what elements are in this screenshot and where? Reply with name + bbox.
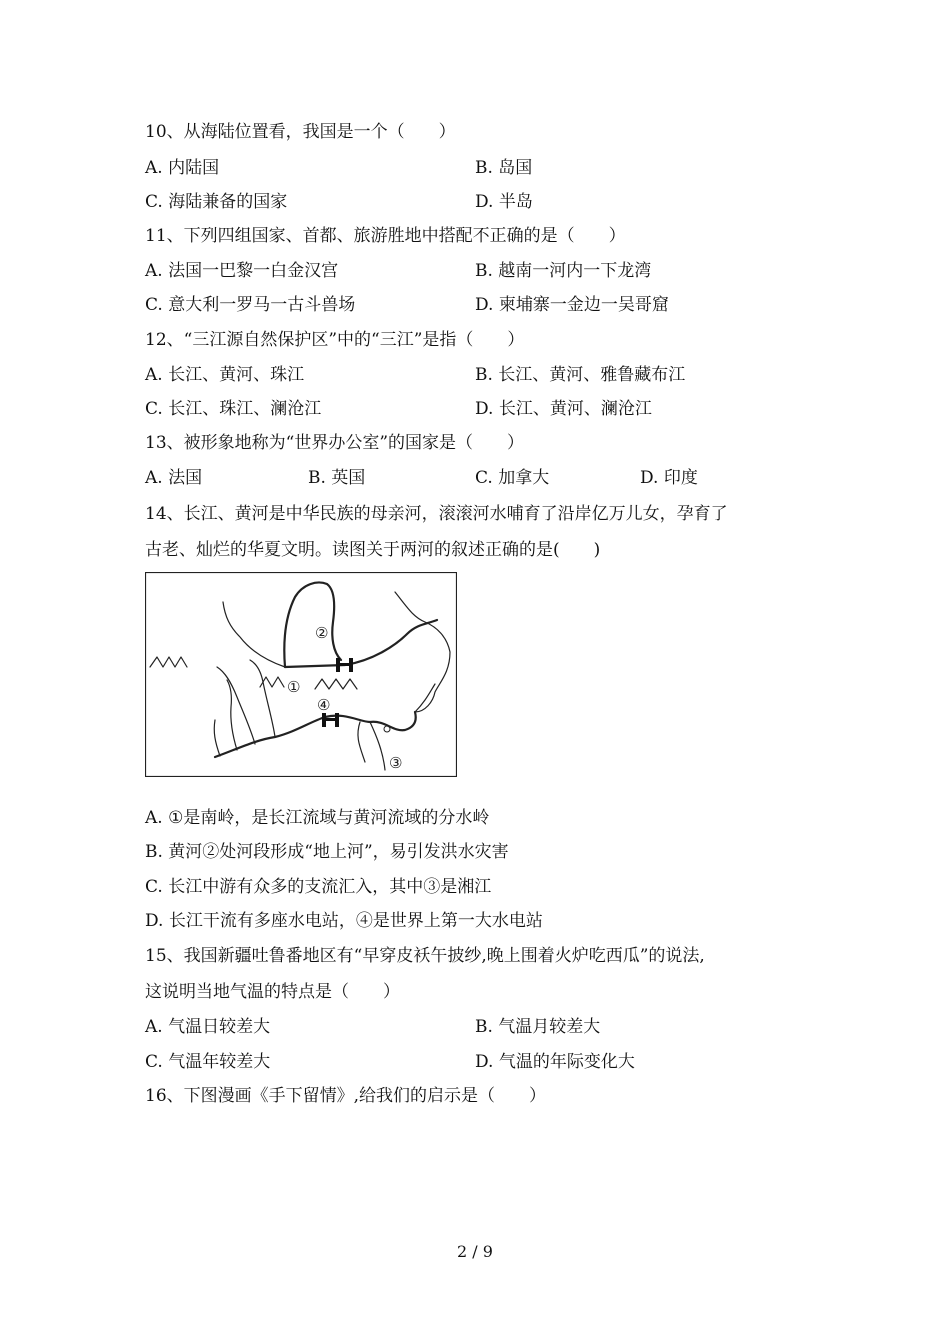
question-13-stem: 13、被形象地称为“世界办公室”的国家是（ ）: [145, 433, 525, 453]
question-12-option-a: A. 长江、黄河、珠江: [145, 365, 305, 385]
map-label-4: ④: [317, 696, 331, 714]
question-13-option-d: D. 印度: [640, 468, 698, 488]
question-11-option-b: B. 越南一河内一下龙湾: [475, 261, 652, 281]
question-14-option-b: B. 黄河②处河段形成“地上河”，易引发洪水灾害: [145, 842, 509, 862]
rivers-map: [145, 572, 457, 777]
map-label-2: ②: [315, 624, 329, 642]
question-15-option-a: A. 气温日较差大: [145, 1017, 271, 1037]
question-12-option-c: C. 长江、珠江、澜沧江: [145, 399, 322, 419]
question-12-option-d: D. 长江、黄河、澜沧江: [475, 399, 652, 419]
dam-yangtze-bar: [322, 718, 339, 721]
question-15-option-b: B. 气温月较差大: [475, 1017, 601, 1037]
question-14-option-c: C. 长江中游有众多的支流汇入，其中③是湘江: [145, 877, 492, 897]
question-10-option-b: B. 岛国: [475, 158, 533, 178]
question-15-option-c: C. 气温年较差大: [145, 1052, 271, 1072]
question-15-stem-line-2: 这说明当地气温的特点是（ ）: [145, 982, 400, 1002]
question-15-option-d: D. 气温的年际变化大: [475, 1052, 635, 1072]
question-12-option-b: B. 长江、黄河、雅鲁藏布江: [475, 365, 686, 385]
question-14-stem-line-2: 古老、灿烂的华夏文明。读图关于两河的叙述正确的是( ): [145, 540, 601, 560]
question-14-option-d: D. 长江干流有多座水电站，④是世界上第一大水电站: [145, 911, 543, 931]
question-11-option-c: C. 意大利一罗马一古斗兽场: [145, 295, 356, 315]
page-number: 2 / 9: [457, 1242, 493, 1261]
question-11-option-d: D. 柬埔寨一金边一吴哥窟: [475, 295, 669, 315]
question-10-option-d: D. 半岛: [475, 192, 533, 212]
question-11-option-a: A. 法国一巴黎一白金汉宫: [145, 261, 339, 281]
question-13-option-b: B. 英国: [308, 468, 366, 488]
question-14-option-a: A. ①是南岭，是长江流域与黄河流域的分水岭: [145, 808, 490, 828]
question-13-option-c: C. 加拿大: [475, 468, 550, 488]
question-15-stem-line-1: 15、我国新疆吐鲁番地区有“早穿皮袄午披纱,晚上围着火炉吃西瓜”的说法,: [145, 946, 705, 966]
question-10-stem: 10、从海陆位置看，我国是一个（ ）: [145, 122, 456, 142]
question-16-stem: 16、下图漫画《手下留情》,给我们的启示是（ ）: [145, 1086, 547, 1106]
question-13-option-a: A. 法国: [145, 468, 203, 488]
map-label-3: ③: [389, 754, 403, 772]
question-11-stem: 11、下列四组国家、首都、旅游胜地中搭配不正确的是（ ）: [145, 226, 626, 246]
map-label-1: ①: [287, 678, 301, 696]
question-10-option-c: C. 海陆兼备的国家: [145, 192, 288, 212]
question-10-option-a: A. 内陆国: [145, 158, 220, 178]
dam-yellow-bar: [336, 663, 353, 666]
question-14-stem-line-1: 14、长江、黄河是中华民族的母亲河，滚滚河水哺育了沿岸亿万儿女，孕育了: [145, 504, 728, 524]
question-12-stem: 12、“三江源自然保护区”中的“三江”是指（ ）: [145, 330, 525, 350]
map-frame: [146, 573, 457, 777]
